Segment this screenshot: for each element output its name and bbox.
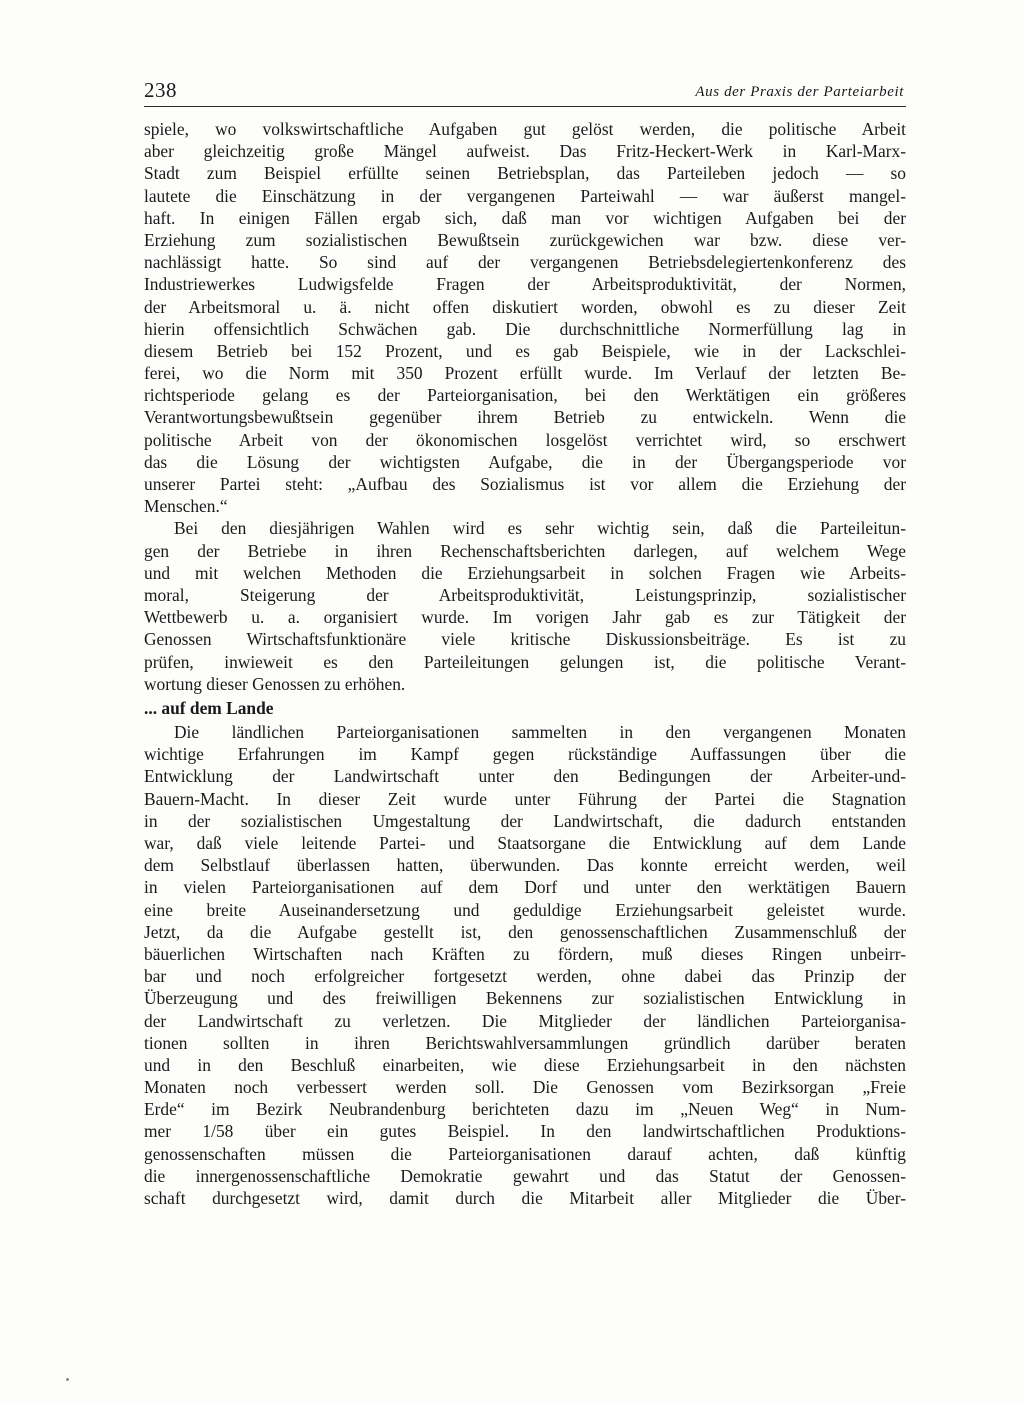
text-line: unserer Partei steht: „Aufbau des Sozialismus ist vor allem die Erziehung der [144,474,906,494]
text-line: haft. In einigen Fällen ergab sich, daß man vor wichtigen Aufgaben bei der [144,207,906,228]
text-line: das die Lösung der wichtigsten Aufgabe, die in der Übergangsperiode vor [144,451,906,472]
text-line: eine breite Auseinandersetzung und geduldige Erziehungsarbeit geleistet wurde. [144,899,906,920]
text-line: Jetzt, da die Aufgabe gestellt ist, den genossenschaftlichen Zusammenschluß der [144,921,906,942]
text-line: Wettbewerb u. a. organisiert wurde. Im vorigen Jahr gab es zur Tätigkeit der [144,607,906,628]
section-heading: ... auf dem Lande [144,697,274,718]
text-line: Bauern-Macht. In dieser Zeit wurde unter Führung der Partei die Stagnation [144,788,906,809]
text-line: spiele, wo volkswirtschaftliche Aufgaben gut gelöst werden, die politische Arbeit [144,119,906,139]
text-line: war, daß viele leitende Partei- und Staatsorgane die Entwicklung auf dem Lande [144,833,906,853]
text-line: diesem Betrieb bei 152 Prozent, und es gab Beispiele, wie in der Lackschlei- [144,340,906,361]
text-line: richtsperiode gelang es der Parteiorganisation, bei den Werktätigen ein größeres [144,385,906,406]
text-line: die innergenossenschaftliche Demokratie gewahrt und das Statut der Genossen- [144,1165,906,1186]
text-line: Menschen.“ [144,496,228,517]
paragraph-elections [144,517,906,695]
running-title: Aus der Praxis der Parteiarbeit [695,84,904,100]
text-line: Entwicklung der Landwirtschaft unter den Bedingungen der Arbeiter-und- [144,766,906,787]
print-speck [66,1378,69,1381]
text-line: bar und noch erfolgreicher fortgesetzt werden, ohne dabei das Prinzip der [144,966,906,987]
text-line: Erde“ im Bezirk Neubrandenburg berichteten dazu im „Neuen Weg“ in Num- [144,1099,906,1120]
text-line: bäuerlichen Wirtschaften nach Kräften zu fördern, muß dieses Ringen unbeirr- [144,943,906,964]
text-line: nachlässigt hatte. So sind auf der vergangenen Betriebsdelegiertenkonferenz des [144,252,906,273]
text-line: und mit welchen Methoden die Erziehungsarbeit in solchen Fragen wie Arbeits- [144,562,906,583]
text-line: lautete die Einschätzung in der vergangenen Parteiwahl — war äußerst mangel- [144,185,906,206]
text-line: wichtige Erfahrungen im Kampf gegen rückständige Auffassungen über die [144,744,906,765]
text-line: aber gleichzeitig große Mängel aufweist. Das Fritz-Heckert-Werk in Karl-Marx- [144,141,906,162]
body-text [144,118,906,1209]
paragraph-continuation [144,118,906,517]
page-number: 238 [144,78,177,102]
running-header [144,78,904,104]
text-line: Stadt zum Beispiel erfüllte seinen Betriebsplan, das Parteileben jedoch — so [144,163,906,184]
text-line: schaft durchgesetzt wird, damit durch die Mitarbeit aller Mitglieder die Über- [144,1188,906,1208]
text-line: Überzeugung und des freiwilligen Bekennens zur sozialistischen Entwicklung in [144,988,906,1009]
text-line: Genossen Wirtschaftsfunktionäre viele kritische Diskussionsbeiträge. Es ist zu [144,629,906,650]
header-rule [144,106,906,107]
text-line: in der sozialistischen Umgestaltung der Landwirtschaft, die dadurch entstanden [144,810,906,831]
text-line: prüfen, inwieweit es den Parteileitungen gelungen ist, die politische Verant- [144,651,906,672]
text-line: wortung dieser Genossen zu erhöhen. [144,673,406,694]
text-line: in vielen Parteiorganisationen auf dem Dorf und unter den werktätigen Bauern [144,877,906,898]
text-line: Bei den diesjährigen Wahlen wird es sehr wichtig sein, daß die Parteileitun- [174,518,906,539]
text-line: der Arbeitsmoral u. ä. nicht offen diskutiert worden, obwohl es zu dieser Zeit [144,296,906,317]
text-line: mer 1/58 über ein gutes Beispiel. In den landwirtschaftlichen Produktions- [144,1121,906,1142]
text-line: moral, Steigerung der Arbeitsproduktivität, Leistungsprinzip, sozialistischer [144,584,906,605]
text-line: hierin offensichtlich Schwächen gab. Die durchschnittliche Normerfüllung lag in [144,318,906,339]
text-line: Erziehung zum sozialistischen Bewußtsein zurückgewichen war bzw. diese ver- [144,229,906,250]
text-line: Die ländlichen Parteiorganisationen sammelten in den vergangenen Monaten [174,722,906,743]
text-line: ferei, wo die Norm mit 350 Prozent erfüllt wurde. Im Verlauf der letzten Be- [144,363,906,384]
text-line: Monaten noch verbessert werden soll. Die Genossen vom Bezirksorgan „Freie [144,1077,906,1098]
text-line: tionen sollten in ihren Berichtswahlversammlungen gründlich darüber beraten [144,1032,906,1053]
text-line: der Landwirtschaft zu verletzen. Die Mitglieder der ländlichen Parteiorganisa- [144,1010,906,1031]
text-line: dem Selbstlauf überlassen hatten, überwunden. Das konnte erreicht werden, weil [144,855,906,876]
text-line: genossenschaften müssen die Parteiorganisationen darauf achten, daß künftig [144,1143,906,1164]
text-line: politische Arbeit von der ökonomischen losgelöst verrichtet wird, so erschwert [144,429,906,450]
paragraph-rural [144,721,906,1209]
text-line: gen der Betriebe in ihren Rechenschaftsberichten darlegen, auf welchem Wege [144,540,906,561]
text-line: Industriewerkes Ludwigsfelde Fragen der Arbeitsproduktivität, der Normen, [144,274,906,295]
text-line: und in den Beschluß einarbeiten, wie diese Erziehungsarbeit in den nächsten [144,1054,906,1075]
text-line: Verantwortungsbewußtsein gegenüber ihrem Betrieb zu entwickeln. Wenn die [144,407,906,428]
